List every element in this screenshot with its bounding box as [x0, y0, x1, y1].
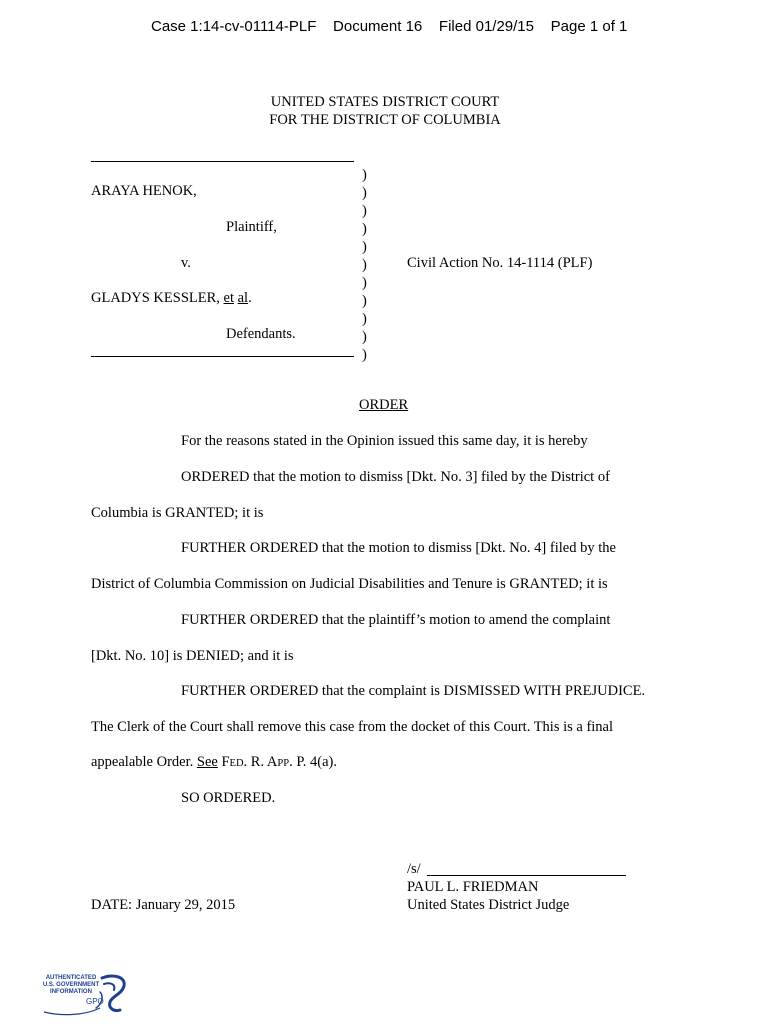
judge-title: United States District Judge — [407, 897, 570, 913]
order-line: The Clerk of the Court shall remove this case from the docket of this Court. This is a final — [91, 719, 614, 735]
signature-line — [427, 875, 626, 876]
defendant-name: GLADYS KESSLER, et al. — [91, 290, 252, 306]
order-line: District of Columbia Commission on Judicial Disabilities and Tenure is GRANTED; it is — [91, 576, 608, 592]
defendant-role: Defendants. — [226, 326, 296, 342]
so-ordered: SO ORDERED. — [181, 790, 276, 806]
order-line-citation: appealable Order. See FED. R. APP. P. 4(a). — [91, 754, 337, 770]
order-line: FURTHER ORDERED that the plaintiff’s motion to amend the complaint — [181, 612, 611, 628]
order-line: FURTHER ORDERED that the complaint is DISMISSED WITH PREJUDICE. — [181, 683, 646, 699]
gpo-mark: GPO — [86, 997, 104, 1006]
order-line: ORDERED that the motion to dismiss [Dkt. No. 3] filed by the District of — [181, 469, 610, 485]
caption-top-rule — [91, 161, 354, 162]
case-number: Case 1:14-cv-01114-PLF — [151, 18, 317, 35]
judge-name: PAUL L. FRIEDMAN — [407, 879, 539, 895]
order-title: ORDER — [359, 397, 409, 413]
civil-action-number: Civil Action No. 14-1114 (PLF) — [407, 255, 593, 271]
order-line: Columbia is GRANTED; it is — [91, 505, 264, 521]
plaintiff-role: Plaintiff, — [226, 219, 277, 235]
order-line: FURTHER ORDERED that the motion to dismiss [Dkt. No. 4] filed by the — [181, 540, 616, 556]
document-number: Document 16 — [333, 18, 423, 35]
order-line: For the reasons stated in the Opinion issued this same day, it is hereby — [181, 433, 588, 449]
seal-text: AUTHENTICATED U.S. GOVERNMENT INFORMATION — [42, 975, 100, 995]
court-title-line1: UNITED STATES DISTRICT COURT — [270, 94, 500, 110]
filed-date: Filed 01/29/15 — [438, 18, 534, 35]
gpo-seal — [40, 972, 132, 1018]
versus: v. — [181, 255, 191, 271]
court-title-line2: FOR THE DISTRICT OF COLUMBIA — [269, 112, 501, 128]
page-number: Page 1 of 1 — [550, 18, 628, 35]
filing-header — [151, 19, 627, 34]
order-date: DATE: January 29, 2015 — [91, 897, 236, 913]
signature-mark: /s/ — [407, 861, 421, 877]
plaintiff-name: ARAYA HENOK, — [91, 183, 197, 199]
order-line: [Dkt. No. 10] is DENIED; and it is — [91, 648, 294, 664]
caption-bottom-rule — [91, 356, 354, 357]
caption-parentheses: ) ) ) ) ) ) ) ) ) ) ) — [362, 167, 367, 363]
